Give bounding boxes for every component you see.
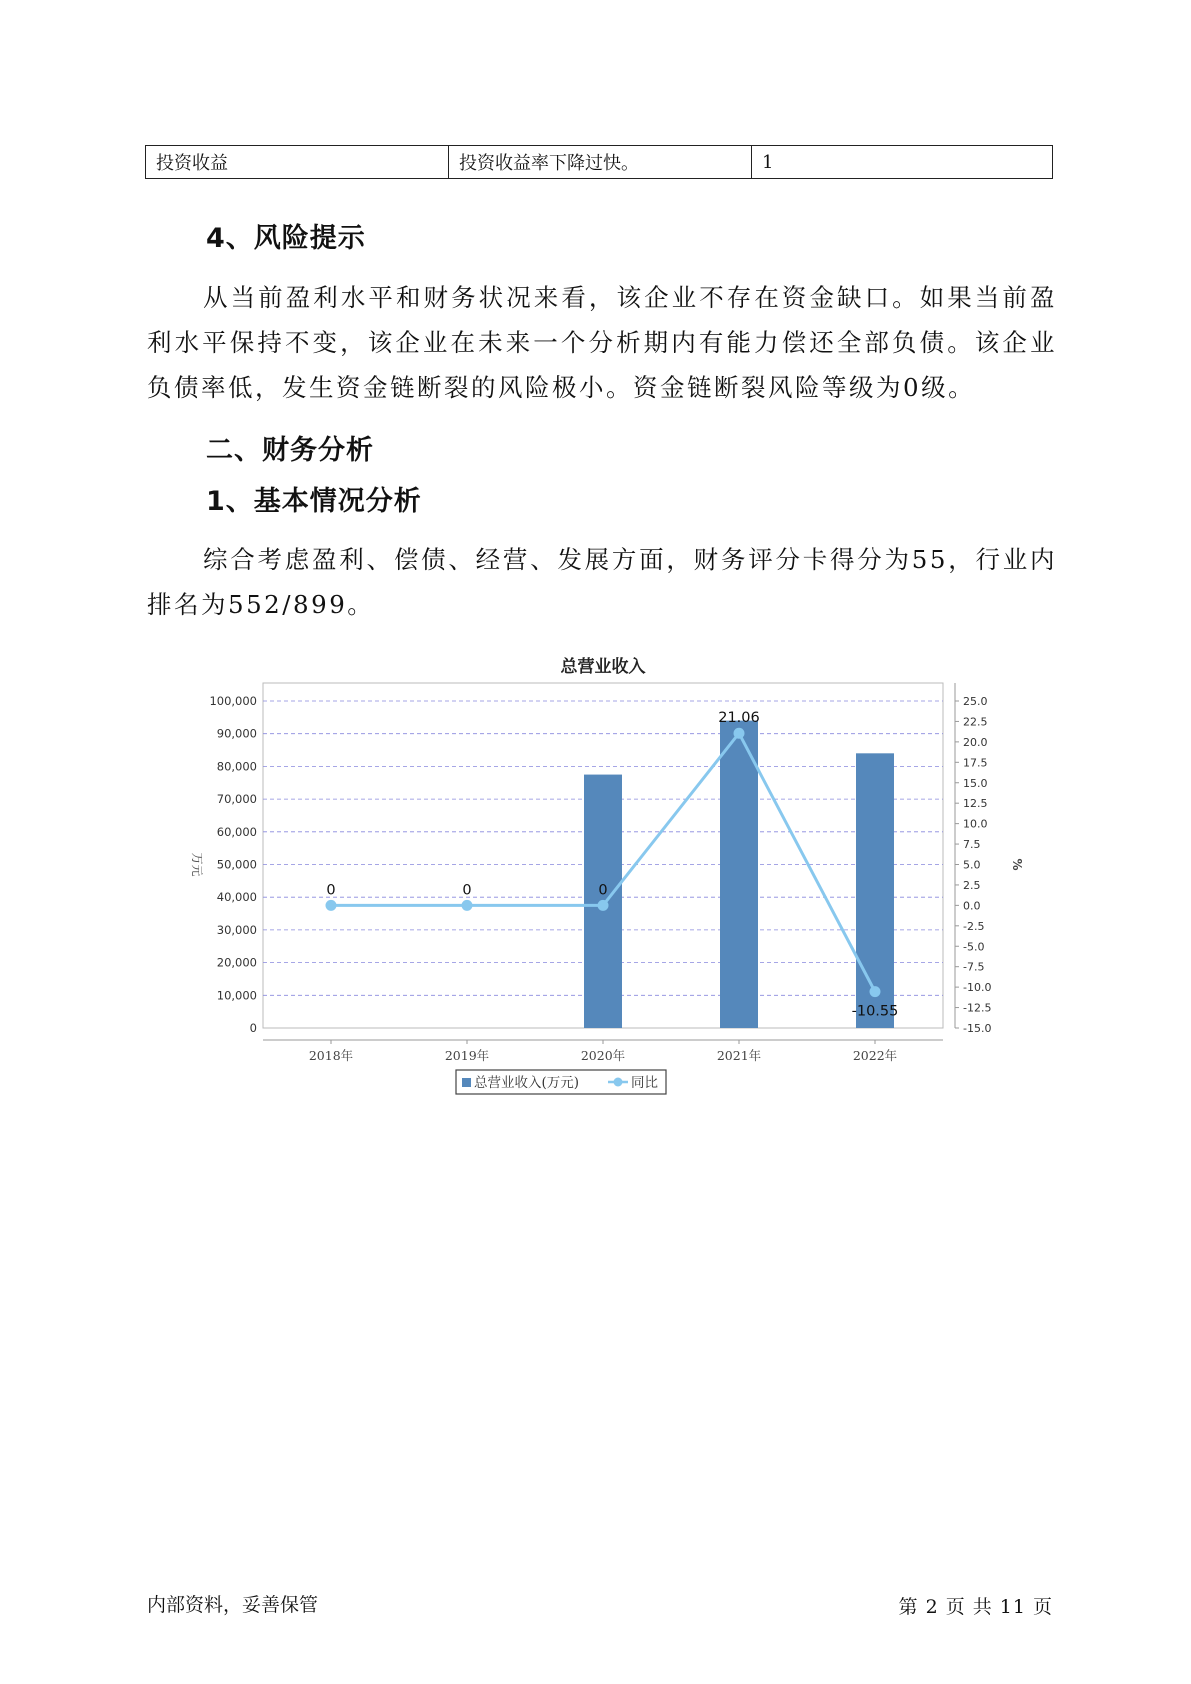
- y2-tick-label: -10.0: [963, 981, 992, 995]
- footer-page-number: 第 2 页 共 11 页: [898, 1596, 1053, 1618]
- y2-tick-label: -15.0: [963, 1022, 992, 1035]
- x-tick-label: 2019年: [444, 1048, 490, 1063]
- y2-tick-label: 17.5: [963, 756, 988, 770]
- yoy-data-label: 0: [462, 882, 472, 899]
- legend-line-label: 同比: [631, 1075, 658, 1091]
- y2-tick-label: -7.5: [963, 960, 985, 974]
- y-tick-label: 100,000: [209, 694, 257, 708]
- legend-line-marker: [614, 1078, 623, 1087]
- y2-tick-label: 20.0: [963, 735, 988, 749]
- yoy-data-label: 0: [598, 882, 608, 899]
- revenue-chart: [180, 650, 1040, 1110]
- y2-tick-label: 12.5: [963, 797, 988, 811]
- y2-tick-label: -2.5: [963, 919, 985, 933]
- y2-tick-label: 25.0: [963, 695, 988, 708]
- y2-tick-label: 10.0: [963, 817, 988, 831]
- risk-paragraph: 从当前盈利水平和财务状况来看，该企业不存在资金缺口。如果当前盈利水平保持不变，该企业在未来一个分析期内有能力偿还全部负债。该企业负债率低，发生资金链断裂的风险极小。资金链断裂风险等级为0级。: [147, 283, 1057, 402]
- yoy-point: [326, 900, 337, 911]
- yoy-point: [870, 986, 881, 997]
- x-tick-label: 2022年: [852, 1048, 898, 1063]
- section-finance-heading: 二、财务分析: [206, 435, 374, 466]
- risk-description-cell: 投资收益率下降过快。: [449, 146, 752, 179]
- chart-title: 总营业收入: [560, 657, 646, 677]
- yoy-point: [734, 728, 745, 739]
- y-axis-title: 万元: [190, 852, 204, 877]
- yoy-data-label: -10.55: [851, 1003, 899, 1020]
- y-tick-label: 80,000: [216, 759, 257, 774]
- y2-tick-label: 7.5: [963, 838, 981, 852]
- risk-item-cell: 投资收益: [146, 146, 449, 179]
- y2-tick-label: -12.5: [963, 1001, 992, 1015]
- table-row: [146, 146, 1053, 179]
- y-tick-label: 40,000: [216, 890, 257, 905]
- y2-tick-label: 15.0: [963, 776, 988, 790]
- y-tick-label: 30,000: [216, 922, 257, 937]
- y2-tick-label: 2.5: [963, 878, 981, 892]
- yoy-data-label: 21.06: [718, 710, 760, 727]
- yoy-data-label: 0: [326, 882, 336, 899]
- section-risk-heading: 4、风险提示: [206, 223, 366, 254]
- yoy-point: [598, 900, 609, 911]
- y-tick-label: 70,000: [216, 792, 257, 807]
- legend-bar-label: 总营业收入(万元): [474, 1075, 580, 1091]
- y-tick-label: 90,000: [216, 726, 257, 741]
- legend-bar-swatch: [462, 1078, 471, 1087]
- section-basic-heading: 1、基本情况分析: [206, 486, 422, 517]
- y-tick-label: 20,000: [216, 955, 257, 970]
- y2-axis-title: %: [1010, 858, 1024, 871]
- risk-table: [145, 145, 1053, 179]
- x-tick-label: 2020年: [580, 1048, 626, 1063]
- yoy-point: [462, 900, 473, 911]
- y-tick-label: 0: [249, 1021, 257, 1035]
- y2-tick-label: 5.0: [963, 858, 981, 872]
- risk-level-cell: 1: [752, 146, 1053, 179]
- y2-tick-label: 0.0: [963, 899, 981, 913]
- y-tick-label: 50,000: [216, 857, 257, 872]
- revenue-bar: [720, 721, 758, 1028]
- footer-confidential: 内部资料，妥善保管: [147, 1594, 319, 1616]
- x-tick-label: 2018年: [308, 1048, 354, 1063]
- basic-paragraph: 综合考虑盈利、偿债、经营、发展方面，财务评分卡得分为55，行业内排名为552/899。: [147, 545, 1057, 619]
- y-tick-label: 60,000: [216, 824, 257, 839]
- revenue-chart-svg: [180, 650, 1040, 1110]
- y2-tick-label: -5.0: [963, 940, 985, 954]
- x-tick-label: 2021年: [716, 1048, 762, 1063]
- y-tick-label: 10,000: [216, 988, 257, 1003]
- y2-tick-label: 22.5: [963, 715, 988, 729]
